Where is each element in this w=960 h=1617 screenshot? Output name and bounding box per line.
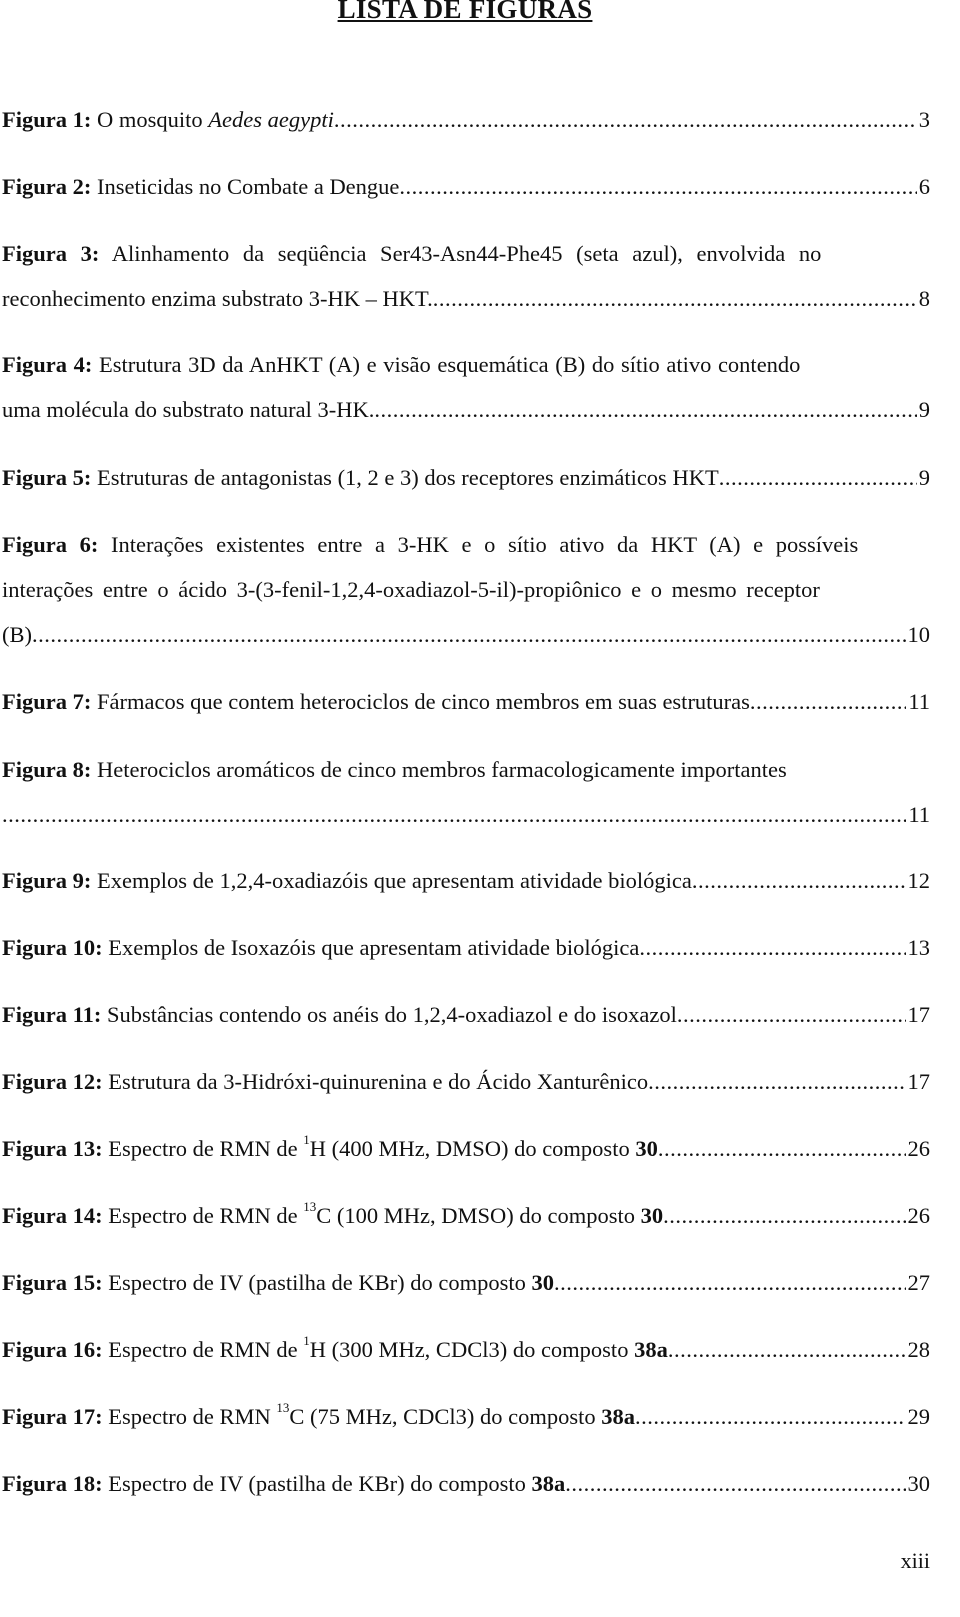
figure-caption: Espectro de RMN [102,1404,277,1429]
dot-leader [32,623,906,647]
page-ref: 8 [918,286,930,311]
page-ref: 26 [907,1203,930,1228]
page-ref: 26 [907,1136,930,1161]
dot-leader [635,1405,906,1429]
dot-leader [554,1271,906,1295]
figure-label: Figura 1: [2,107,92,132]
dot-leader [399,175,916,199]
dot-leader [677,1003,906,1027]
figure-caption: Espectro de RMN de [102,1203,304,1228]
figure-caption-cont: interações entre o ácido 3-(3-fenil-1,2,4-oxadiazol-5-il)-propiônico e o mesmo receptor [2,577,820,602]
page-ref: 10 [907,622,930,647]
page-ref: 12 [907,868,930,893]
figure-caption-cont: C (75 MHz, CDCl3) do composto [289,1404,602,1429]
figure-label: Figura 7: [2,689,92,714]
figure-label: Figura 17: [2,1404,103,1429]
superscript: 13 [276,1400,290,1415]
figure-caption-cont: H (400 MHz, DMSO) do composto [309,1136,636,1161]
dot-leader [750,690,906,714]
page-ref: 30 [907,1471,930,1496]
compound-number: 30 [531,1270,554,1295]
figure-caption: Exemplos de 1,2,4-oxadiazóis que apresentam atividade biológica [91,868,692,893]
figure-caption: Exemplos de Isoxazóis que apresentam atividade biológica [102,935,640,960]
figure-caption-cont: C (100 MHz, DMSO) do composto [316,1203,641,1228]
figure-caption: Espectro de RMN de [102,1136,304,1161]
figure-caption: Espectro de IV (pastilha de KBr) do composto [102,1471,532,1496]
figure-label: Figura 18: [2,1471,103,1496]
figure-caption: O mosquito [91,107,209,132]
page-ref: 17 [907,1069,930,1094]
dot-leader [663,1204,905,1228]
figure-caption-italic: Aedes aegypti [208,107,334,132]
dot-leader [658,1137,906,1161]
figure-caption: Fármacos que contem heterociclos de cinco membros em suas estruturas [91,689,750,714]
page-ref: 9 [918,465,930,490]
dot-leader [668,1338,906,1362]
figure-label: Figura 10: [2,935,103,960]
figure-caption-cont: uma molécula do substrato natural 3-HK. [2,397,375,422]
figure-label: Figura 9: [2,868,92,893]
page-number: xiii [900,1548,930,1573]
figure-caption: Inseticidas no Combate a Dengue [91,174,400,199]
page-ref: 28 [907,1337,930,1362]
figure-label: Figura 11: [2,1002,102,1027]
figure-caption: Interações existentes entre a 3-HK e o sítio ativo da HKT (A) e possíveis [111,532,859,557]
figure-caption: Espectro de RMN de [102,1337,304,1362]
figure-label: Figura 3: [2,241,100,266]
figure-label: Figura 15: [2,1270,103,1295]
dot-leader [639,936,905,960]
figure-label: Figura 8: [2,757,92,782]
dot-leader [692,869,906,893]
figure-caption-cont: H (300 MHz, CDCl3) do composto [309,1337,635,1362]
compound-number: 38a [531,1471,566,1496]
page-ref: 9 [918,397,930,422]
figure-label: Figura 14: [2,1203,103,1228]
dot-leader [433,287,917,311]
figure-caption: Estrutura da 3-Hidróxi-quinurenina e do Ácido Xanturênico [102,1069,649,1094]
dot-leader [648,1070,905,1094]
dot-leader [374,398,916,422]
superscript: 1 [303,1333,310,1348]
page-ref: 17 [907,1002,930,1027]
superscript: 1 [303,1132,310,1147]
page-ref: 29 [907,1404,930,1429]
dot-leader [565,1472,905,1496]
page-ref: 3 [918,107,930,132]
compound-number: 30 [635,1136,658,1161]
page-title: LISTA DE FIGURAS [337,0,593,24]
figure-caption: Espectro de IV (pastilha de KBr) do composto [102,1270,532,1295]
page-ref: 11 [908,689,930,714]
figure-caption: Heterociclos aromáticos de cinco membros farmacologicamente importantes [97,757,787,782]
figure-caption-cont: (B) [2,622,32,647]
compound-number: 30 [640,1203,664,1228]
figure-label: Figura 2: [2,174,92,199]
page-ref: 6 [918,174,930,199]
dot-leader [334,108,917,132]
figure-label: Figura 13: [2,1136,103,1161]
figure-caption: Estruturas de antagonistas (1, 2 e 3) dos receptores enzimáticos HKT [91,465,719,490]
compound-number: 38a [634,1337,668,1362]
dot-leader [719,466,917,490]
figure-label: Figura 4: [2,352,93,377]
page-ref: 27 [907,1270,930,1295]
compound-number: 38a [601,1404,635,1429]
figure-caption-cont: reconhecimento enzima substrato 3-HK – HKT. [2,286,433,311]
figure-caption: Alinhamento da seqüência Ser43-Asn44-Phe45 (seta azul), envolvida no [111,241,822,266]
figure-caption: Estrutura 3D da AnHKT (A) e visão esquemática (B) do sítio ativo contendo [99,352,801,377]
figure-label: Figura 16: [2,1337,103,1362]
page-ref: 13 [907,935,930,960]
figure-label: Figura 5: [2,465,92,490]
dot-leader [2,803,906,827]
superscript: 13 [303,1199,317,1214]
figure-caption: Substâncias contendo os anéis do 1,2,4-oxadiazol e do isoxazol [101,1002,677,1027]
figure-label: Figura 6: [2,532,99,557]
figure-label: Figura 12: [2,1069,103,1094]
page-ref: 11 [908,802,930,827]
